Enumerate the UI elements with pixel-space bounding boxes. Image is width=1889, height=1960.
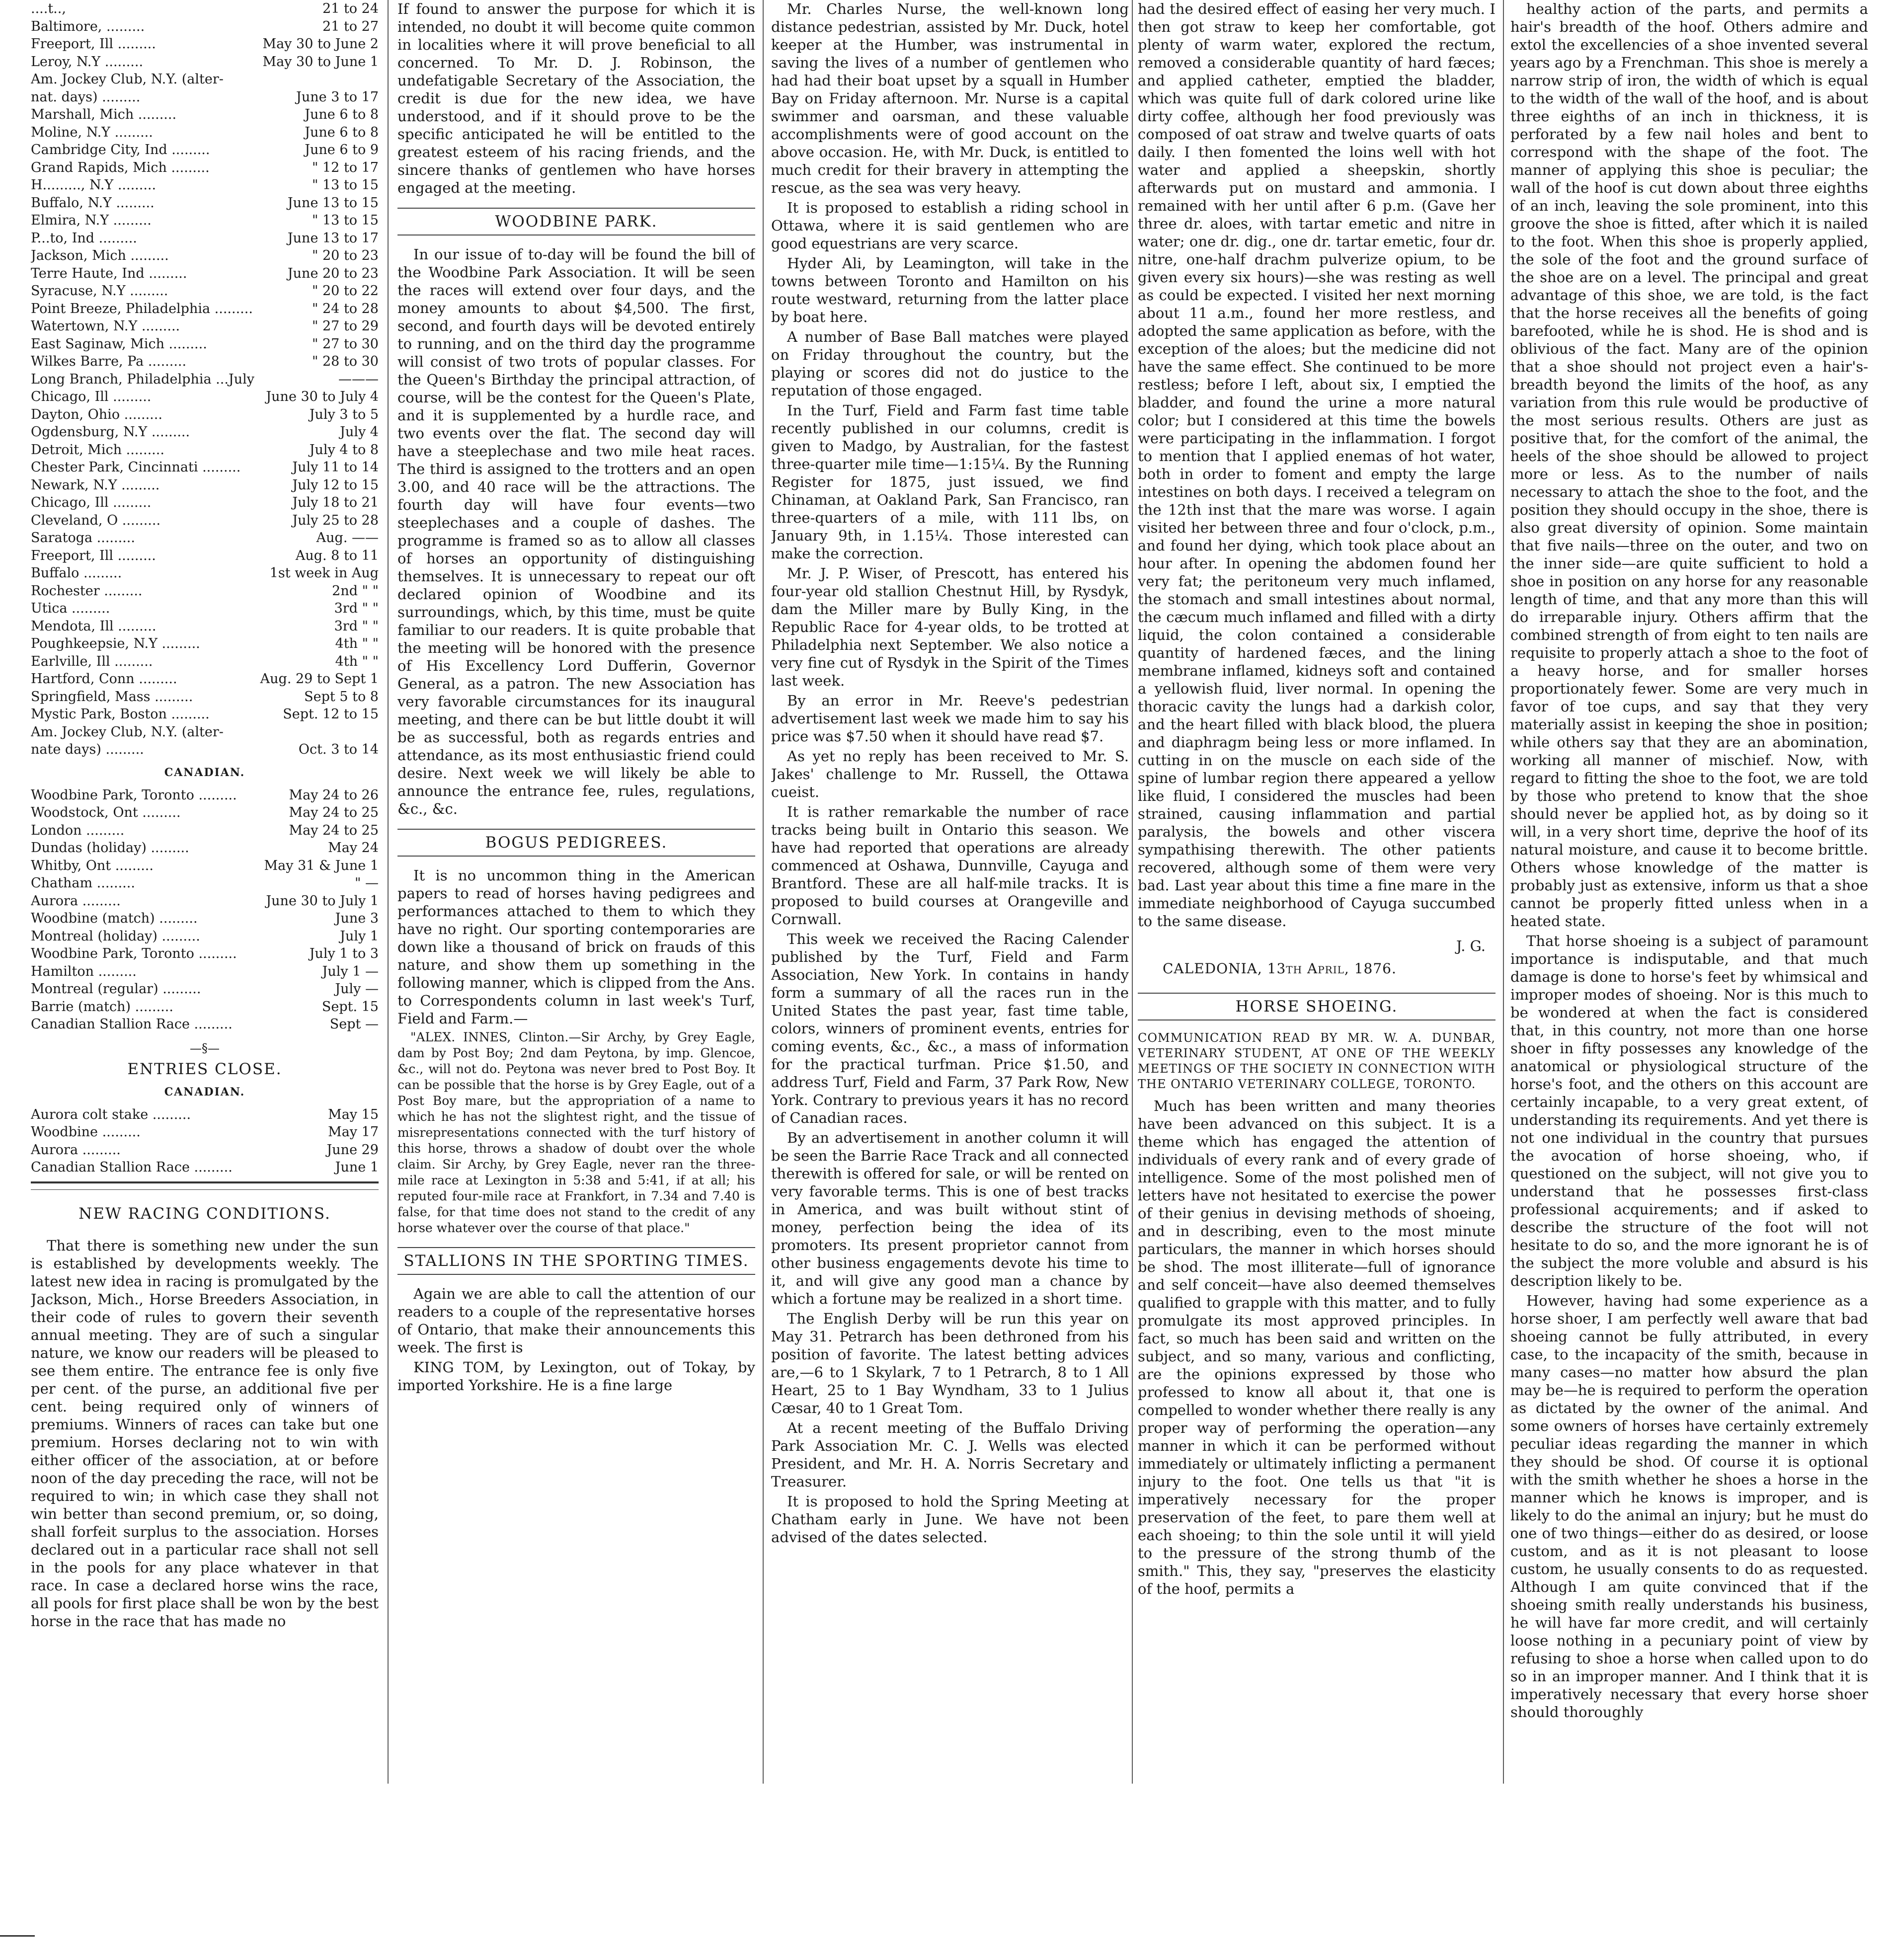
fixture-row bbox=[31, 910, 379, 928]
fixture-date: June 3 to 17 bbox=[296, 89, 379, 105]
fixture-row bbox=[31, 928, 379, 945]
fixture-row bbox=[31, 688, 379, 706]
fixture-date bbox=[376, 723, 379, 741]
fixture-row bbox=[31, 635, 379, 653]
fixture-date: " 13 to 15 bbox=[312, 177, 379, 193]
fixture-row bbox=[31, 945, 379, 963]
stallions-heading: STALLIONS IN THE SPORTING TIMES. bbox=[397, 1247, 755, 1275]
fixture-list-us bbox=[31, 0, 379, 759]
fixture-row bbox=[31, 159, 379, 177]
news-paragraph: A number of Base Ball matches were played on Friday throughout the country, but the playing or scores did not do justice to the reputation of those engaged. bbox=[771, 328, 1129, 399]
article-paragraph: However, having had some experience as a horse shoer, I am perfectly well aware that bad shoeing cannot be fully attributed, in every case, to the incapacity of the smith, because in many cases—no matter how absurd the plan may be—he is required to perform the operation as dictated by the owner of the animal. And some owners of horses have certainly extremely peculiar ideas regarding the manner in which they should be shod. Of course it is optional with the smith whether he shoes a horse in the manner which he knows is improper, and is likely to do the animal an injury; but he must do one of two things—either do as desired, or loose custom, and as it is not pleasant to loose custom, he usually consents to do as requested. Although I am quite convinced that if the shoeing smith really understands his business, he will have far more credit, and will certainly loose nothing in a pecuniary point of view by refusing to shoe a horse when called upon to do so in an improper manner. And I think that it is imperatively necessary that every horse shoer should thoroughly bbox=[1510, 1292, 1868, 1721]
column-2 bbox=[397, 0, 755, 1784]
fixture-date: June 30 to July 1 bbox=[266, 893, 379, 909]
fixture-date: June 13 to 17 bbox=[287, 230, 379, 246]
fixture-place: Marshall, Mich ......... bbox=[31, 107, 177, 122]
fixture-row bbox=[31, 35, 379, 53]
fixture-list-canadian bbox=[31, 786, 379, 1033]
fixture-place: nat. days) ......... bbox=[31, 89, 141, 105]
fixture-date: " 12 to 17 bbox=[312, 159, 379, 175]
entries-close-heading: ENTRIES CLOSE. bbox=[127, 1060, 282, 1078]
fixture-place: Montreal (regular) ......... bbox=[31, 981, 201, 997]
fixture-date: July 1 — bbox=[322, 963, 379, 979]
fixture-date: Sept. 12 to 15 bbox=[283, 706, 379, 722]
woodbine-park-heading: WOODBINE PARK. bbox=[397, 208, 755, 235]
fixture-row bbox=[31, 564, 379, 582]
fixture-date: June 3 bbox=[335, 911, 379, 926]
fixture-place: Woodstock, Ont ......... bbox=[31, 805, 181, 820]
bogus-pedigrees-article: It is no uncommon thing in the American papers to read of horses having pedigrees and performances attached to them to which they have no right. Our sporting contemporaries are down like a thousand of brick on frauds of this nature, and show them up something in the following manner, which is clipped from the Ans. to Correspondents column in last week's Turf, Field and Farm.— bbox=[397, 867, 755, 1027]
fixture-place: H........., N.Y ......... bbox=[31, 177, 157, 193]
letter-dateline: CALEDONIA, 13th April, 1876. bbox=[1163, 960, 1397, 977]
fixture-row bbox=[31, 282, 379, 300]
fixture-row bbox=[31, 18, 379, 36]
fixture-row bbox=[31, 512, 379, 530]
fixture-date: 4th " " bbox=[335, 636, 379, 651]
fixture-date: May 17 bbox=[328, 1124, 379, 1140]
fixture-date: May 24 to 26 bbox=[289, 787, 379, 803]
fixture-date: June 13 to 15 bbox=[287, 195, 379, 211]
fixture-place: Cleveland, O ......... bbox=[31, 512, 161, 528]
fixture-place: Jackson, Mich ......... bbox=[31, 248, 169, 263]
column-rule bbox=[1503, 0, 1504, 1784]
fixture-date: May 24 bbox=[328, 840, 379, 856]
fixture-place: Earlville, Ill ......... bbox=[31, 653, 153, 669]
fixture-place: Wilkes Barre, Pa ......... bbox=[31, 354, 187, 369]
fixture-date: Sept — bbox=[329, 1017, 379, 1032]
fixture-date: July 3 to 5 bbox=[309, 406, 379, 422]
news-paragraph: As yet no reply has been received to Mr. S. Jakes' challenge to Mr. Russell, the Ottawa cueist. bbox=[771, 748, 1129, 800]
fixture-place: Syracuse, N.Y ......... bbox=[31, 283, 168, 299]
fixture-row bbox=[31, 494, 379, 512]
fixture-row bbox=[31, 124, 379, 142]
news-paragraph: It is proposed to establish a riding school in Ottawa, where it is said gentlemen who are good equestrians are very scarce. bbox=[771, 199, 1129, 252]
fixture-place: Barrie (match) ......... bbox=[31, 999, 173, 1015]
bogus-pedigrees-heading: BOGUS PEDIGREES. bbox=[397, 829, 755, 857]
fixture-place: Poughkeepsie, N.Y ......... bbox=[31, 636, 200, 651]
fixture-row bbox=[31, 600, 379, 618]
fixture-place: Leroy, N.Y ......... bbox=[31, 54, 144, 70]
fixture-date: " 28 to 30 bbox=[312, 354, 379, 369]
fixture-row bbox=[31, 980, 379, 998]
fixture-place: Baltimore, ......... bbox=[31, 18, 145, 34]
fixture-row bbox=[31, 653, 379, 671]
fixture-row bbox=[31, 723, 379, 741]
fixture-date: May 30 to June 1 bbox=[262, 54, 379, 70]
fixture-date: June 30 to July 4 bbox=[266, 389, 379, 404]
fixture-date: 21 to 24 bbox=[322, 1, 379, 16]
fixture-place: Rochester ......... bbox=[31, 583, 143, 599]
fixture-row bbox=[31, 194, 379, 212]
news-paragraph: By an advertisement in another column it will be seen the Barrie Race Track and all connected therewith is offered for sale, or will be rented on very favorable terms. This is one of best tracks in America, and was built without stint of money, perfection being the idea of its promoters. Its present proprietor cannot from other business engagements devote his time to it, and will give any good man a chance by which a fortune may be realized in a short time. bbox=[771, 1129, 1129, 1307]
fixture-place: Grand Rapids, Mich ......... bbox=[31, 159, 210, 175]
fixture-place: Moline, N.Y ......... bbox=[31, 124, 153, 140]
news-paragraph: At a recent meeting of the Buffalo Driving Park Association Mr. C. J. Wells was elected President, and Mr. H. A. Norris Secretary and Treasurer. bbox=[771, 1419, 1129, 1490]
fixture-row bbox=[31, 388, 379, 406]
fixture-place: Aurora ......... bbox=[31, 893, 121, 909]
fixture-date: June 6 to 9 bbox=[305, 142, 379, 157]
fixture-row bbox=[31, 1159, 379, 1176]
column-rule bbox=[763, 0, 764, 1784]
fixture-place: Woodbine Park, Toronto ......... bbox=[31, 946, 237, 961]
fixture-date: 1st week in Aug bbox=[269, 565, 379, 581]
fixture-row bbox=[31, 176, 379, 194]
news-items bbox=[771, 0, 1129, 1546]
fixture-date: July 11 to 14 bbox=[292, 460, 379, 475]
fixture-row bbox=[31, 230, 379, 247]
fixture-date: July 18 to 21 bbox=[292, 495, 379, 510]
woodbine-park-article: In our issue of to-day will be found the bill of the Woodbine Park Association. It will be seen the races will extend over four days, and the money amounts to about $4,500. The first, second, and fourth days will be devoted entirely to running, and on the third day the programme will consist of two trots of popular classes. For the Queen's Birthday the principal attraction, of course, will be the contest for the Queen's Plate, and it is supplemented by a hurdle race, and two events over the flat. The second day will have a steeplechase and two mile heat races. The third is assigned to the trotters and an open 3.00, and 40 race will be the attractions. The fourth day will have four events—two steeplechases and a couple of dashes. The programme is framed so as to allow all classes of horses an opportunity of distinguishing themselves. It is unnecessary to repeat our oft declared opinion of Woodbine and its surroundings, which, by this time, must be quite familiar to our readers. It is quite probable that the meeting will be honored with the presence of His Excellency Lord Dufferin, Governor General, as a patron. The new Association has very favorable circumstances for its inaugural meeting, and there can be but little doubt it will be as successful, both as regards entries and attendance, as its most enthusiastic friend could desire. Next week we will likely be able to announce the entrance fee, rules, regulations, &c., &c. bbox=[397, 246, 755, 817]
fixture-place: Woodbine Park, Toronto ......... bbox=[31, 787, 237, 803]
fixture-row bbox=[31, 459, 379, 476]
fixture-place: Am. Jockey Club, N.Y. (alter- bbox=[31, 72, 224, 87]
fixture-date: " 13 to 15 bbox=[312, 213, 379, 228]
news-paragraph: It is proposed to hold the Spring Meeting at Chatham early in June. We have not been advised of the dates selected. bbox=[771, 1493, 1129, 1546]
fixture-place: Newark, N.Y ......... bbox=[31, 477, 160, 493]
fixture-date: 3rd " " bbox=[334, 601, 379, 616]
fixture-date: July 4 bbox=[340, 424, 379, 440]
fixture-place: East Saginaw, Mich ......... bbox=[31, 336, 207, 352]
fixture-place: Dundas (holiday) ......... bbox=[31, 840, 189, 856]
fixture-date: 3rd " " bbox=[334, 618, 379, 634]
bogus-pedigrees-quote: "ALEX. INNES, Clinton.—Sir Archy, by Grey Eagle, dam by Post Boy; 2nd dam Peytona, by imp. Glencoe, &c., will not do. Peytona was never bred to Post Boy. It can be possible that the horse is by Grey Eagle, out of a Post Boy mare, but the appropriation of a name to which he has not the slightest right, and the tissue of misrepresentations connected with the turf history of this horse, throws a shadow of doubt over the whole claim. Sir Archy, by Grey Eagle, never ran the three-mile race at Lexington in 5:38 and 5:41, if at all; his reputed four-mile race at Frankfort, in 7.34 and 7.40 is false, for that time does not stand to the credit of any horse whatever over the course of that place." bbox=[397, 1030, 755, 1235]
fixture-place: Canadian Stallion Race ......... bbox=[31, 1160, 233, 1175]
fixture-row bbox=[31, 963, 379, 981]
fixture-row bbox=[31, 406, 379, 424]
entries-list bbox=[31, 1106, 379, 1176]
fixture-row bbox=[31, 53, 379, 71]
fixture-row bbox=[31, 706, 379, 723]
fixture-place: Chicago, Ill ......... bbox=[31, 389, 152, 404]
fixture-row bbox=[31, 88, 379, 106]
horse-shoeing-heading: HORSE SHOEING. bbox=[1138, 993, 1495, 1020]
fixture-place: Montreal (holiday) ......... bbox=[31, 928, 200, 944]
fixture-row bbox=[31, 1123, 379, 1141]
fixture-row bbox=[31, 353, 379, 371]
fixture-row bbox=[31, 247, 379, 265]
fixture-place: Point Breeze, Philadelphia ......... bbox=[31, 301, 253, 316]
article-paragraph: healthy action of the parts, and permits a hair's breadth of the hoof. Others admire and extol the excellencies of a shoe invented several years ago by a Frenchman. This shoe is merely a narrow strip of iron, the width of which is equal to the width of the wall of the hoof, and is about three eighths of an inch in thickness, it is perforated by a few nail holes and bent to correspond with the shape of the foot. The manner of applying this shoe is peculiar; the wall of the hoof is cut down about three eighths of an inch, leaving the sole prominent, into this groove the shoe is fitted, after which it is nailed to the foot. When this shoe is properly applied, the sole of the foot and the ground surface of the shoe are on a level. The principal and great advantage of this shoe, we are told, is the fact that the horse receives all the benefits of going barefooted, while he is shod. He is shod and is oblivious of the fact. Many are of the opinion that a shoe should not project even a hair's-breadth beyond the limits of the hoof, as any variation from this rule would be productive of the most serious results. Others are just as positive that, for the comfort of the animal, the heels of the shoe should be allowed to project more or less. As to the number of nails necessary to attach the shoe to the foot, and the position they should occupy in the shoe, there is also great diversity of opinion. Some maintain that five nails—three on the outer, and two on the inner side—are quite sufficient to hold a shoe in position on any horse for any reasonable length of time, and that any more than this will do irreparable injury. Others affirm that the combined strength of from eight to ten nails are requisite to properly attach a shoe to the foot of a heavy horse, and for smaller horses proportionately fewer. Some are very much in favor of toe cups, and say that they very materially assist in keeping the shoe in position; while others say that they are an abomination, working all manner of mischief. Now, with regard to fitting the shoe to the foot, we are told by those who pretend to know that the shoe should never be applied hot, as by doing so it will, in a very short time, deprive the hoof of its natural moisture, and cause it to become brittle. Others whose knowledge of the matter is probably just as extensive, inform us that a shoe cannot be properly fitted unless when in a heated state. bbox=[1510, 0, 1868, 930]
fixture-row bbox=[31, 1016, 379, 1033]
fixture-date: Sept 5 to 8 bbox=[304, 689, 379, 705]
fixture-row bbox=[31, 857, 379, 875]
fixture-date: May 24 to 25 bbox=[289, 822, 379, 838]
new-racing-heading: NEW RACING CONDITIONS. bbox=[79, 1204, 331, 1223]
continued-article: If found to answer the purpose for which it is intended, no doubt it will become quite common in localities where it will prove beneficial to all concerned. To Mr. D. J. Robinson, the undefatigable Secretary of the Association, the credit is due for the new idea, we have understood, and if it should prove to be the specific anticipated he will be entitled to the greatest esteem of his racing friends, and the sincere thanks of gentlemen who have horses engaged at the meeting. bbox=[397, 0, 755, 196]
fixture-place: London ......... bbox=[31, 822, 125, 838]
fixture-place: Watertown, N.Y ......... bbox=[31, 318, 180, 334]
fixture-date bbox=[376, 71, 379, 88]
fixture-place: Woodbine (match) ......... bbox=[31, 911, 198, 926]
fixture-place: Ogdensburg, N.Y ......... bbox=[31, 424, 190, 440]
page-edge-mark bbox=[0, 1935, 35, 1937]
fixture-date: June 6 to 8 bbox=[305, 107, 379, 122]
new-racing-article: That there is something new under the sun is established by developments weekly. The latest new idea in racing is promulgated by the Jackson, Mich., Horse Breeders Association, in their code of rules to govern their seventh annual meeting. They are of such a singular nature, we know our readers will be pleased to see them entire. The entrance fee is only five per cent. of the purse, an additional five per cent. being required only of winners of premiums. Winners of races can take but one premium. Horses declaring not to win with either officer of the association, at or before noon of the day preceding the race, will not be required to win; in which case they shall not win better than second premium, or, so doing, shall forfeit surplus to the association. Horses declared out in a particular race shall not sell in the pools for any place whatever in that race. In case a declared horse wins the race, all pools for first place shall be won by the best horse in the race that has made no bbox=[31, 1237, 379, 1630]
fixture-date: " — bbox=[354, 875, 379, 891]
news-paragraph: The English Derby will be run this year on May 31. Petrarch has been dethroned from his position of favorite. The latest betting advices are,—6 to 1 Skylark, 7 to 1 Petrarch, 8 to 1 All Heart, 25 to 1 Bay Wyndham, 33 to 1 Julius Cæsar, 40 to 1 Great Tom. bbox=[771, 1310, 1129, 1416]
fixture-date: Aug. 8 to 11 bbox=[295, 548, 379, 563]
fixture-row bbox=[31, 106, 379, 124]
fixture-row bbox=[31, 371, 379, 389]
fixture-row bbox=[31, 476, 379, 494]
fixture-date: 4th " " bbox=[335, 653, 379, 669]
fixture-row bbox=[31, 265, 379, 283]
fixture-row bbox=[31, 317, 379, 335]
fixture-row bbox=[31, 71, 379, 88]
stallions-article-king-tom: KING TOM, by Lexington, out of Tokay, by imported Yorkshire. He is a fine large bbox=[397, 1359, 755, 1394]
fixture-place: Hartford, Conn ......... bbox=[31, 671, 177, 687]
fixture-date: May 31 & June 1 bbox=[264, 858, 379, 873]
fixture-row bbox=[31, 441, 379, 459]
fixture-row bbox=[31, 0, 379, 18]
fixture-place: Saratoga ......... bbox=[31, 530, 135, 546]
fixture-date: July — bbox=[335, 981, 379, 997]
fixture-place: Aurora colt stake ......... bbox=[31, 1106, 191, 1122]
fixture-date: June 20 to 23 bbox=[287, 265, 379, 281]
fixture-place: Woodbine ......... bbox=[31, 1124, 141, 1140]
fixture-place: Long Branch, Philadelphia ...July bbox=[31, 371, 255, 387]
fixture-date: " 27 to 29 bbox=[312, 318, 379, 334]
horse-shoeing-continued bbox=[1510, 0, 1868, 1721]
fixture-date: May 30 to June 2 bbox=[262, 36, 379, 52]
fixture-place: Chester Park, Cincinnati ......... bbox=[31, 460, 241, 475]
fixture-row bbox=[31, 547, 379, 565]
fixture-place: Buffalo ......... bbox=[31, 565, 122, 581]
news-paragraph: This week we received the Racing Calender published by the Turf, Field and Farm Association, New York. In contains in handy form a summary of all the races run in the United States the past year, fast time table, colors, winners of prominent events, entries for coming events, &c., &c., a mass of information for the practical turfman. Price $1.50, and address Turf, Field and Farm, 37 Park Row, New York. Contrary to previous years it has no record of Canadian races. bbox=[771, 931, 1129, 1126]
fixture-date: June 29 bbox=[326, 1142, 379, 1158]
fixture-date: July 25 to 28 bbox=[292, 512, 379, 528]
fixture-row bbox=[31, 335, 379, 353]
fixture-date: July 12 to 15 bbox=[292, 477, 379, 493]
entries-canadian-subheading: CANADIAN. bbox=[164, 1085, 245, 1098]
fixture-place: nate days) ......... bbox=[31, 742, 144, 757]
fixture-place: Mendota, Ill ......... bbox=[31, 618, 157, 634]
fixture-date: May 24 to 25 bbox=[289, 805, 379, 820]
fixture-place: Springfield, Mass ......... bbox=[31, 689, 193, 705]
fixture-place: Buffalo, N.Y ......... bbox=[31, 195, 155, 211]
fixture-date: 21 to 27 bbox=[322, 18, 379, 34]
fixture-date: June 6 to 8 bbox=[305, 124, 379, 140]
fixture-row bbox=[31, 423, 379, 441]
fixture-place: Canadian Stallion Race ......... bbox=[31, 1017, 233, 1032]
fixture-place: Whitby, Ont ......... bbox=[31, 858, 154, 873]
column-4 bbox=[1138, 0, 1495, 1784]
fixture-row bbox=[31, 300, 379, 318]
fixture-place: Dayton, Ohio ......... bbox=[31, 406, 162, 422]
news-paragraph: Mr. J. P. Wiser, of Prescott, has entered his four-year old stallion Chestnut Hill, by Rysdyk, dam the Miller mare by Bully King, in the Republic Race for 4-year olds, to be trotted at Philadelphia next September. We also notice a very fine cut of Rysdyk in the Spirit of the Times last week. bbox=[771, 565, 1129, 689]
news-paragraph: It is rather remarkable the number of race tracks being built in Ontario this season. We have had reported that operations are already commenced at Oshawa, Dunnville, Cayuga and Brantford. These are all half-mile tracks. It is proposed to build courses at Orangeville and Cornwall. bbox=[771, 803, 1129, 928]
fixture-row bbox=[31, 786, 379, 804]
fixture-row bbox=[31, 1141, 379, 1159]
fixture-date: June 1 bbox=[335, 1160, 379, 1175]
fixture-row bbox=[31, 741, 379, 759]
fixture-date: Aug. —— bbox=[316, 530, 379, 546]
divider-rule bbox=[31, 1181, 379, 1190]
news-paragraph: By an error in Mr. Reeve's pedestrian advertisement last week we made him to say his price was $7.50 when it should have read $7. bbox=[771, 692, 1129, 745]
fixture-row bbox=[31, 874, 379, 892]
fixture-row bbox=[31, 212, 379, 230]
veterinary-letter: had the desired effect of easing her very much. I then got straw to keep her comfortable, got plenty of warm water, explored the rectum, removed a considerable quantity of hard fæces; and applied catheter, emptied the bladder, which was quite full of dark colored urine like dirty coffee, although her food previously was composed of oat straw and twelve quarts of oats daily. I then fomented the loins well with hot water and applied a sheepskin, shortly afterwards put on mustard and ammonia. I remained with her until after 6 p.m. (Gave her three dr. aloes, with tartar emetic and nitre in water; one dr. dig., one dr. tartar emetic, four dr. nitre, one-half drachm pulverize opium, to be given every six hours)—she was resting as well as could be expected. I visited her next morning about 11 a.m., found her more restless, and adopted the same application as before, with the exception of the aloes; but the medicine did not have the same effect. She continued to be more restless; before I left, about six, I emptied the bladder, and found the urine a more natural color; but I considered at this time the bowels were participating in the inflammation. I forgot to mention that I applied enemas of hot water, both in order to foment and empty the large intestines on both days. I received a telegram on the 12th inst that the mare was worse. I again visited her between three and four o'clock, p.m., and found her dying, which took place about an hour after. In opening the abdomen found her very fat; the peritoneum very much inflamed, the stomach and small intestines about normal, the cæcum much inflamed and filled with a dirty liquid, the colon contained a considerable quantity of hardened fæces, and the lining membrane inflamed, kidneys soft and contained a yellowish fluid, liver normal. In opening the thoracic cavity the lungs had a darkish color, and the heart filled with black blood, the pluera and diaphragm being less or more inflamed. In cutting in on the muscle on each side of the spine of lumbar region there appeared a yellow like fluid, I considered the muscles had been strained, causing inflammation and partial paralysis, the bowels and other viscera sympathising therewith. The other patients recovered, although some of them were very bad. Last year about this time a fine mare in the immediate neighborhood of Cayuga succumbed to the same disease. bbox=[1138, 0, 1495, 930]
fixture-place: Detroit, Mich ......... bbox=[31, 442, 164, 458]
section-mark: —§— bbox=[190, 1041, 220, 1055]
fixture-date: " 20 to 23 bbox=[312, 248, 379, 263]
fixture-date: Oct. 3 to 14 bbox=[298, 742, 379, 757]
column-rule bbox=[388, 0, 389, 1784]
fixture-date: Sept. 15 bbox=[321, 999, 379, 1015]
fixture-place: Chatham ......... bbox=[31, 875, 135, 891]
news-paragraph: In the Turf, Field and Farm fast time table recently published in our columns, credit is given to Madgo, by Australian, for the fastest three-quarter mile time—1:15¼. By the Running Register for 1875, just issued, we find Chinaman, at Oakland Park, San Francisco, ran three-quarters of a mile, with 111 lbs, on January 9th, in 1.15¼. Those interested can make the correction. bbox=[771, 402, 1129, 562]
letter-signature: J. G. bbox=[1456, 938, 1486, 954]
fixture-row bbox=[31, 141, 379, 159]
news-paragraph: Hyder Ali, by Leamington, will take in the towns between Toronto and Hamilton on his route westward, returning from the latter place by boat here. bbox=[771, 255, 1129, 325]
fixture-place: Aurora ......... bbox=[31, 1142, 121, 1158]
fixture-place: Freeport, Ill ......... bbox=[31, 548, 156, 563]
fixture-date: May 15 bbox=[328, 1106, 379, 1122]
stallions-article: Again we are able to call the attention of our readers to a couple of the representative horses of Ontario, that make their announcements this week. The first is bbox=[397, 1285, 755, 1356]
fixture-row bbox=[31, 839, 379, 857]
fixture-place: Freeport, Ill ......... bbox=[31, 36, 156, 52]
fixture-row bbox=[31, 1106, 379, 1124]
canadian-subheading: CANADIAN. bbox=[164, 766, 245, 779]
fixture-date: July 1 to 3 bbox=[309, 946, 379, 961]
column-3 bbox=[771, 0, 1129, 1784]
fixture-date: Aug. 29 to Sept 1 bbox=[260, 671, 379, 687]
fixture-place: Mystic Park, Boston ......... bbox=[31, 706, 210, 722]
fixture-date: 2nd " " bbox=[332, 583, 379, 599]
fixture-place: Chicago, Ill ......... bbox=[31, 495, 152, 510]
fixture-place: Am. Jockey Club, N.Y. (alter- bbox=[31, 724, 224, 740]
fixture-place: Utica ......... bbox=[31, 601, 110, 616]
fixture-row bbox=[31, 804, 379, 822]
fixture-place: P...to, Ind ......... bbox=[31, 230, 137, 246]
fixture-row bbox=[31, 670, 379, 688]
fixture-row bbox=[31, 529, 379, 547]
fixture-row bbox=[31, 822, 379, 840]
horse-shoeing-article: Much has been written and many theories have been advanced on this subject. It is a theme which has engaged the attention of individuals of every rank and of every grade of intelligence. Some of the most polished men of letters have not hesitated to exercise the power of their genius in devising methods of shoeing, and in describing, even to the most minute particulars, the manner in which horses should be shod. The most illiterate—full of ignorance and self conceit—have also deemed themselves qualified to grapple with this matter, and to fully promulgate its most approved principles. In fact, so much has been said and written on the subject, and so many, various and conflicting, are the opinions expressed by those who professed to know all about it, that one is compelled to wonder whether there really is any proper way of performing the operation—any manner in which it can be performed without immediately or ultimately inflicting a permanent injury to the foot. One tells us that "it is imperatively necessary for the proper preservation of the feet, to pare them well at each shoeing; to thin the sole until it will yield to the pressure of the strong thumb of the smith." This, they say, "preserves the elasticity of the hoof, permits a bbox=[1138, 1098, 1495, 1597]
fixture-date: ——— bbox=[338, 371, 379, 387]
fixture-place: Terre Haute, Ind ......... bbox=[31, 265, 187, 281]
fixture-row bbox=[31, 618, 379, 635]
communication-note: COMMUNICATION READ BY MR. W. A. DUNBAR, VETERINARY STUDENT, AT ONE OF THE WEEKLY MEETINGS OF THE SOCIETY IN CONNECTION WITH THE ONTARIO VETERINARY COLLEGE, TORONTO. bbox=[1138, 1031, 1495, 1091]
fixture-place: Hamilton ......... bbox=[31, 963, 137, 979]
fixture-row bbox=[31, 582, 379, 600]
fixture-row bbox=[31, 892, 379, 910]
fixture-date: July 1 bbox=[340, 928, 379, 944]
fixture-date: " 24 to 28 bbox=[312, 301, 379, 316]
fixture-date: " 27 to 30 bbox=[312, 336, 379, 352]
fixture-place: Elmira, N.Y ......... bbox=[31, 213, 152, 228]
fixture-row bbox=[31, 998, 379, 1016]
column-5 bbox=[1510, 0, 1868, 1784]
article-paragraph: That horse shoeing is a subject of paramount importance is indisputable, and that much damage is done to horse's feet by whimsical and improper modes of shoeing. Nor is this much to be wondered at when the fact is considered that, in this country, not more than one horse shoer in fifty possesses any knowledge of the anatomical or physiological structure of the horse's foot, and the others on this account are certainly incapable, to a very great extent, of understanding its requirements. And yet there is not one individual in the country that pursues the avocation of horse shoeing, who, if questioned on the subject, will not give you to understand that he possesses first-class professional acquirements; and if asked to describe the structure of the foot will not hesitate to do so, and the more ignorant he is of the subject the more voluble and absurd is his description likely to be. bbox=[1510, 933, 1868, 1289]
fixture-date: " 20 to 22 bbox=[312, 283, 379, 299]
fixture-place: Cambridge City, Ind ......... bbox=[31, 142, 210, 157]
fixture-place: ....t.., bbox=[31, 1, 66, 16]
news-paragraph: Mr. Charles Nurse, the well-known long distance pedestrian, assisted by Mr. Duck, hotel keeper at the Humber, was instrumental in saving the lives of a number of gentlemen who had had their boat upset by a squall in Humber Bay on Friday afternoon. Mr. Nurse is a capital swimmer and oarsman, and these valuable accomplishments were of good account on the above occasion. He, with Mr. Duck, is entitled to much credit for their bravery in attempting the rescue, as the sea was very heavy. bbox=[771, 0, 1129, 196]
column-rule bbox=[1132, 0, 1133, 1784]
fixture-date: July 4 to 8 bbox=[309, 442, 379, 458]
column-1 bbox=[31, 0, 379, 1784]
